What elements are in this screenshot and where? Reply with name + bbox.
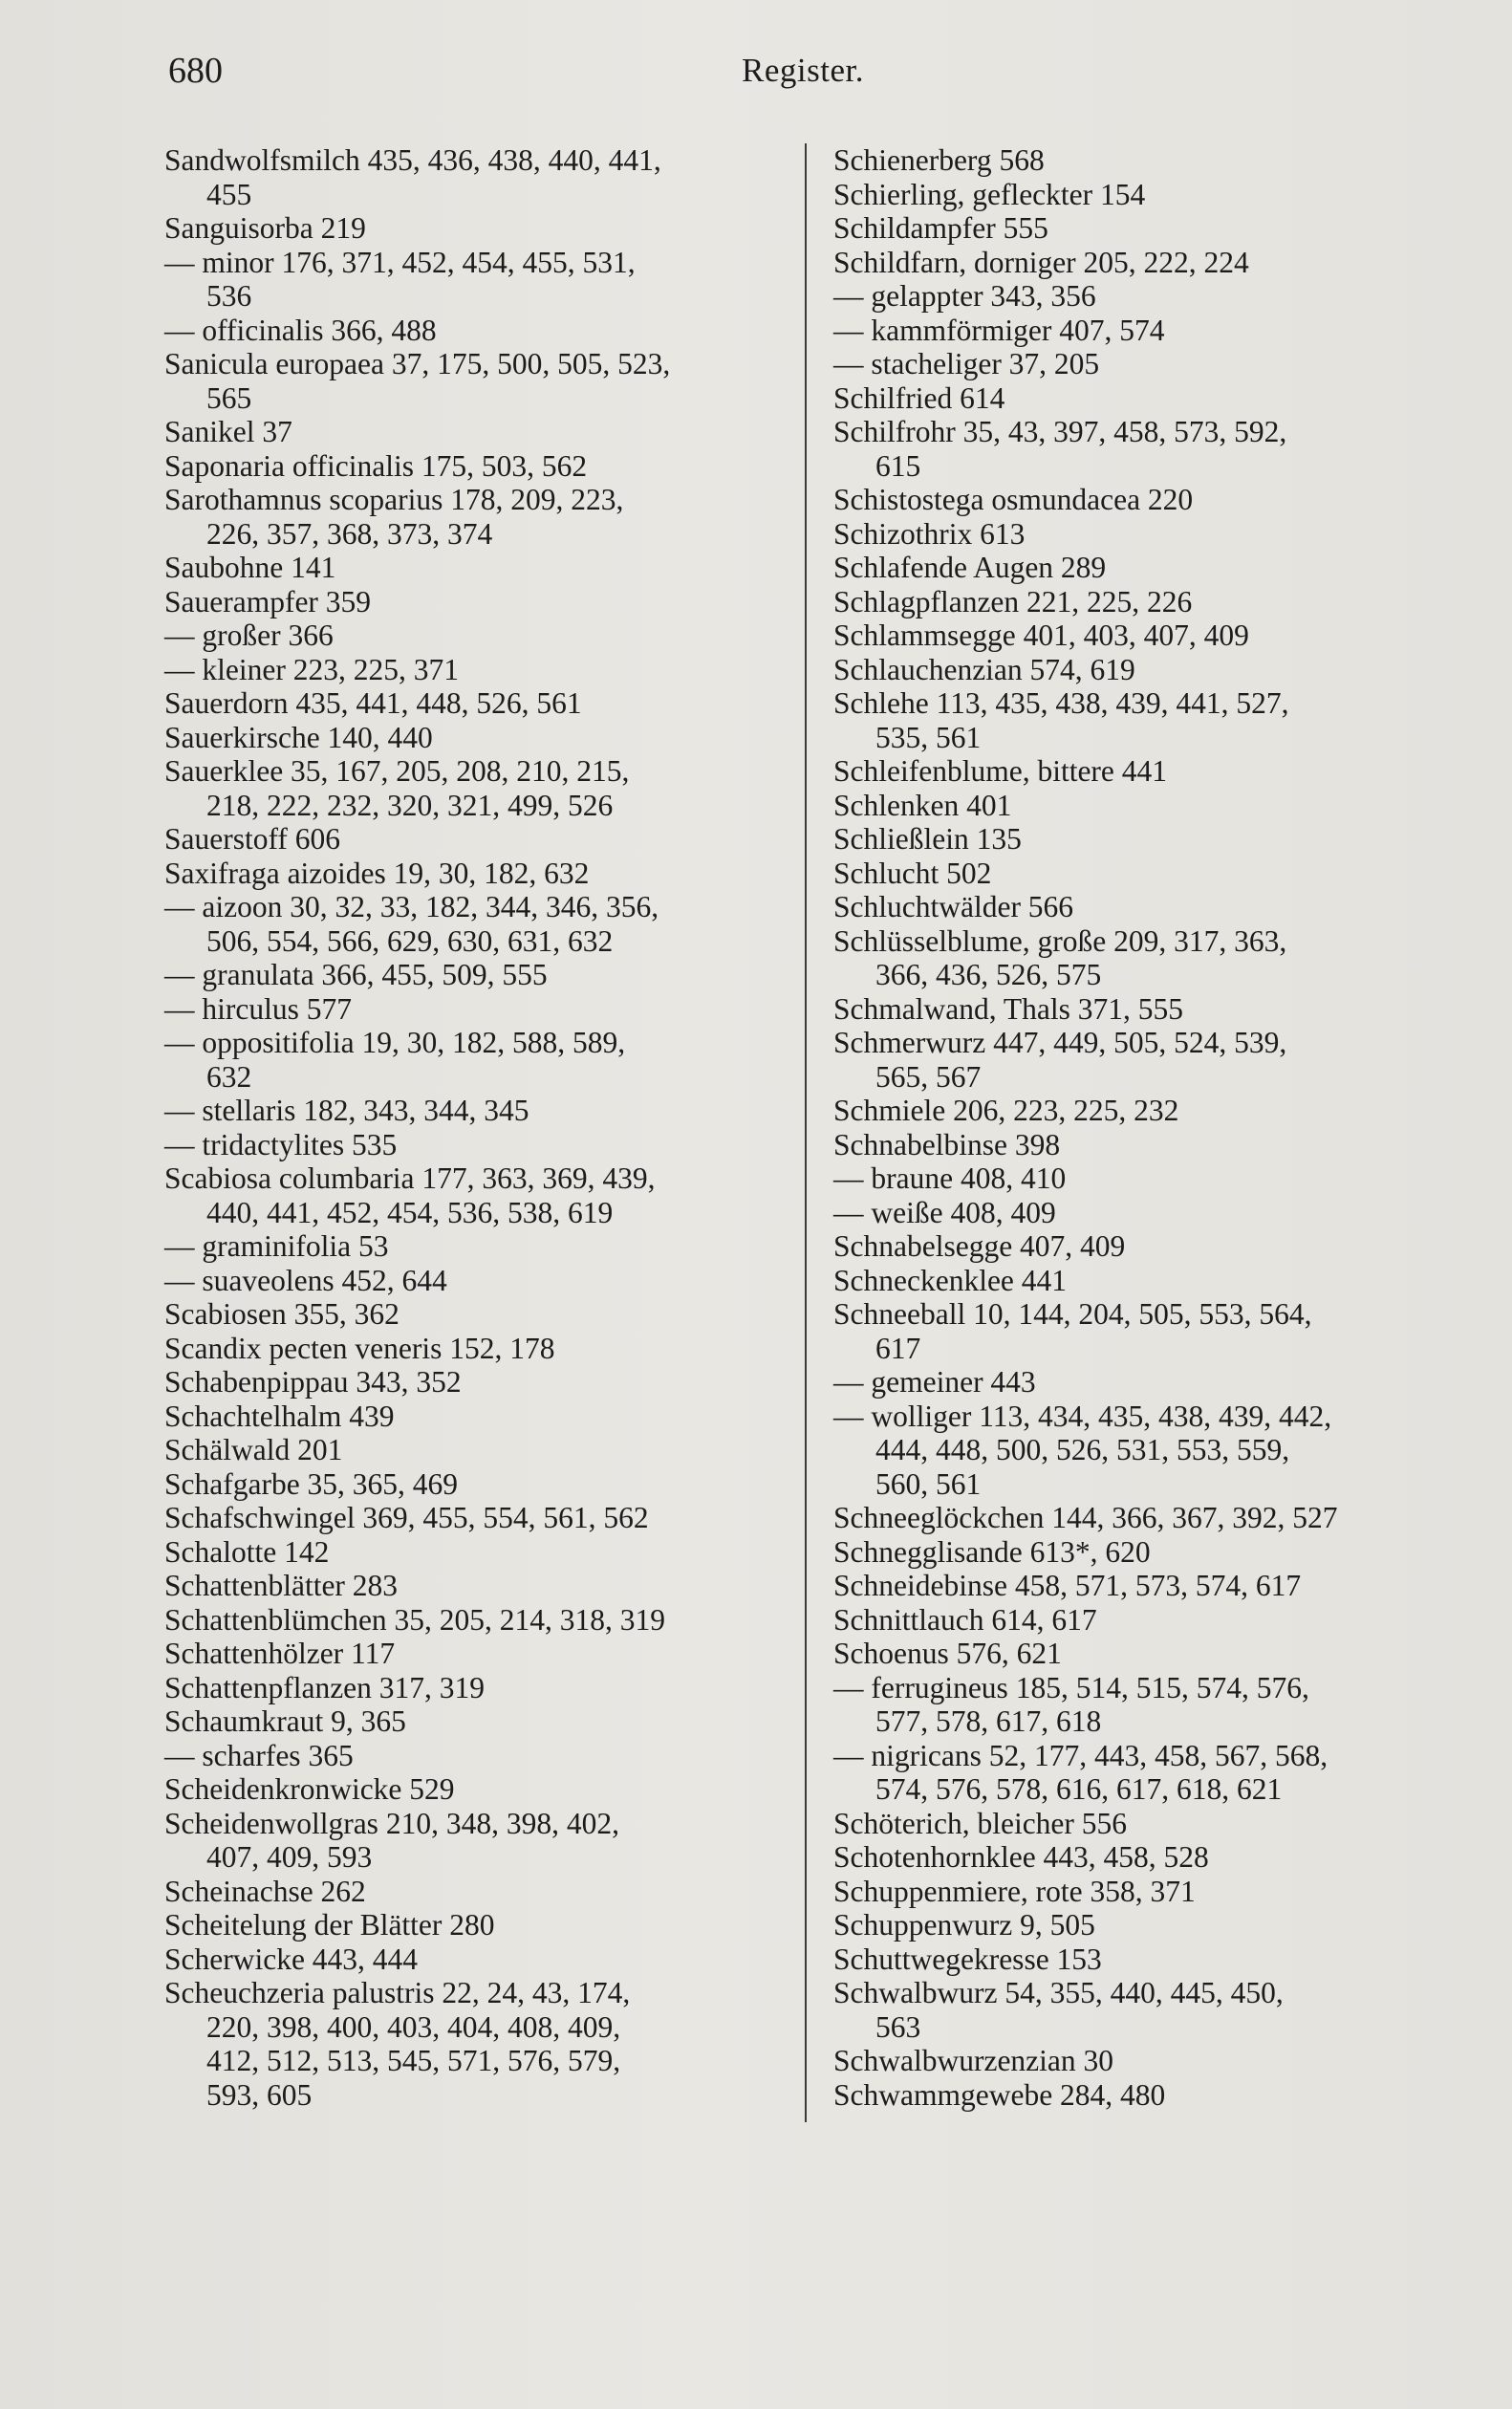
index-entry: [164, 415, 800, 449]
index-entry: [164, 483, 800, 551]
index-entry: [833, 381, 1493, 416]
index-entry-line: — stacheliger 37, 205: [833, 347, 1100, 380]
index-entry-line: Schafschwingel 369, 455, 554, 561, 562: [164, 1501, 649, 1534]
index-entry-line: Scheuchzeria palustris 22, 24, 43, 174,: [164, 1976, 631, 2009]
index-entry-line: Schöterich, bleicher 556: [833, 1806, 1128, 1840]
index-entry-line: Sanikel 37: [164, 415, 292, 448]
index-entry-line: Schleifenblume, bittere 441: [833, 754, 1168, 788]
index-entry: [833, 754, 1493, 789]
index-entry: [164, 1908, 800, 1942]
index-entry-line: — officinalis 366, 488: [164, 313, 437, 347]
index-entry: [164, 1569, 800, 1603]
index-entry-line: Schlehe 113, 435, 438, 439, 441, 527,: [833, 686, 1289, 720]
index-entry: [833, 1976, 1493, 2044]
index-entry: [164, 1365, 800, 1400]
index-entry: [833, 653, 1493, 687]
index-entry-line: Schilfrohr 35, 43, 397, 458, 573, 592,: [833, 415, 1287, 448]
index-entry: [833, 1671, 1493, 1739]
index-entry-line: Schmerwurz 447, 449, 505, 524, 539,: [833, 1026, 1287, 1059]
index-entry: [164, 890, 800, 958]
index-entry-line: — kleiner 223, 225, 371: [164, 652, 459, 686]
index-entry: [833, 2044, 1493, 2078]
index-entry: [833, 1196, 1493, 1230]
index-entry-line: Schlammsegge 401, 403, 407, 409: [833, 619, 1249, 652]
index-entry-line: Schwalbwurzenzian 30: [833, 2044, 1114, 2077]
index-entry: [833, 279, 1493, 314]
index-entry-line: Schuppenwurz 9, 505: [833, 1908, 1095, 1942]
index-entry-continuation: 565: [206, 380, 252, 415]
index-entry-line: — hirculus 577: [164, 991, 352, 1026]
index-entry: [833, 415, 1493, 483]
index-entry: [833, 246, 1493, 280]
index-entry-line: — nigricans 52, 177, 443, 458, 567, 568,: [833, 1738, 1328, 1772]
index-entry: [164, 1332, 800, 1366]
index-entry-line: — granulata 366, 455, 509, 555: [164, 958, 548, 991]
index-entry-line: Schattenhölzer 117: [164, 1637, 396, 1670]
index-entry-line: Schwammgewebe 284, 480: [833, 2077, 1166, 2112]
index-entry-line: Scabiosa columbaria 177, 363, 369, 439,: [164, 1161, 656, 1195]
index-entry: [164, 314, 800, 348]
index-entry-line: Scheidenwollgras 210, 348, 398, 402,: [164, 1806, 619, 1840]
index-entry-line: Schwalbwurz 54, 355, 440, 445, 450,: [833, 1976, 1284, 2009]
index-entry: [164, 551, 800, 585]
index-entry-line: Scandix pecten veneris 152, 178: [164, 1331, 555, 1365]
index-entry-line: — wolliger 113, 434, 435, 438, 439, 442,: [833, 1399, 1332, 1433]
index-entry-line: — ferrugineus 185, 514, 515, 574, 576,: [833, 1670, 1309, 1704]
index-entry: [164, 449, 800, 484]
index-entry: [164, 585, 800, 619]
index-entry: [164, 1501, 800, 1535]
index-entry: [164, 1467, 800, 1502]
index-entry-line: Schotenhornklee 443, 458, 528: [833, 1840, 1209, 1874]
index-entry: [833, 211, 1493, 246]
index-entry-line: Sauerampfer 359: [164, 584, 372, 619]
index-entry-continuation: 444, 448, 500, 526, 531, 553, 559,: [875, 1433, 1290, 1466]
index-entry: [833, 1501, 1493, 1535]
index-entry-continuation: 226, 357, 368, 373, 374: [206, 516, 493, 551]
index-entry-line: Schlauchenzian 574, 619: [833, 652, 1135, 686]
index-entry-line: — weiße 408, 409: [833, 1195, 1056, 1229]
index-entry-line: Scheinachse 262: [164, 1874, 366, 1908]
index-entry-line: — aizoon 30, 32, 33, 182, 344, 346, 356,: [164, 890, 659, 923]
index-entry: [164, 1161, 800, 1229]
index-entry-continuation: 632: [206, 1059, 252, 1094]
index-entry-line: Schneckenklee 441: [833, 1263, 1068, 1297]
index-entry-line: Schnittlauch 614, 617: [833, 1602, 1097, 1637]
index-entry-line: Sanicula europaea 37, 175, 500, 505, 523,: [164, 347, 671, 380]
index-entry-continuation: 366, 436, 526, 575: [875, 958, 1102, 991]
index-entry: [164, 1094, 800, 1128]
index-entry: [164, 1128, 800, 1162]
index-entry-line: Schierling, gefleckter 154: [833, 177, 1146, 211]
index-entry: [164, 619, 800, 653]
index-entry-line: Sauerdorn 435, 441, 448, 526, 561: [164, 686, 582, 720]
index-entry: [833, 347, 1493, 381]
index-entry: [833, 1229, 1493, 1264]
index-entry: [164, 211, 800, 246]
index-entry: [833, 585, 1493, 619]
index-entry-line: — tridactylites 535: [164, 1127, 398, 1161]
index-entry-line: Schafgarbe 35, 365, 469: [164, 1466, 459, 1501]
index-entry-line: Schälwald 201: [164, 1433, 343, 1466]
index-entry-continuation: 574, 576, 578, 616, 617, 618, 621: [875, 1772, 1283, 1806]
index-entry: [164, 992, 800, 1027]
page-header: [168, 50, 885, 98]
index-entry-continuation: 218, 222, 232, 320, 321, 499, 526: [206, 788, 614, 822]
index-column-left: [164, 143, 800, 2112]
index-entry: [164, 1229, 800, 1264]
index-entry: [164, 143, 800, 211]
index-entry-line: Saxifraga aizoides 19, 30, 182, 632: [164, 856, 590, 890]
running-head: Register.: [742, 52, 864, 89]
index-entry-line: Schilfried 614: [833, 380, 1005, 415]
index-entry-line: — minor 176, 371, 452, 454, 455, 531,: [164, 245, 636, 279]
index-entry-continuation: 455: [206, 177, 252, 211]
index-entry-line: Scheidenkronwicke 529: [164, 1772, 455, 1806]
index-entry-continuation: 563: [875, 2009, 921, 2044]
index-entry-line: Schnabelbinse 398: [833, 1127, 1061, 1161]
index-entry-continuation: 617: [875, 1331, 921, 1365]
index-entry-line: — stellaris 182, 343, 344, 345: [164, 1094, 529, 1127]
index-entry-line: Schistostega osmundacea 220: [833, 483, 1194, 516]
index-entry-line: — oppositifolia 19, 30, 182, 588, 589,: [164, 1026, 626, 1059]
index-entry-line: Schachtelhalm 439: [164, 1399, 395, 1433]
index-entry-line: Sauerklee 35, 167, 205, 208, 210, 215,: [164, 754, 630, 788]
index-entry-line: Schlenken 401: [833, 788, 1012, 822]
index-entry: [833, 822, 1493, 857]
index-entry: [833, 1840, 1493, 1875]
index-entry: [164, 1297, 800, 1332]
index-entry: [164, 653, 800, 687]
index-entry: [833, 1365, 1493, 1400]
index-entry: [833, 2078, 1493, 2113]
index-entry: [833, 551, 1493, 585]
index-entry: [833, 1094, 1493, 1128]
index-entry-continuation: 565, 567: [875, 1059, 982, 1094]
index-entry-line: Scabiosen 355, 362: [164, 1297, 400, 1331]
index-entry: [833, 178, 1493, 212]
index-entry-line: Schattenblätter 283: [164, 1569, 399, 1602]
index-entry-continuation: 560, 561: [875, 1466, 982, 1501]
index-entry: [833, 1942, 1493, 1977]
index-entry: [833, 890, 1493, 924]
index-entry: [164, 1637, 800, 1671]
index-entry-line: Schattenblümchen 35, 205, 214, 318, 319: [164, 1602, 666, 1637]
index-entry: [833, 1026, 1493, 1094]
index-entry: [164, 1739, 800, 1773]
index-entry: [164, 754, 800, 822]
index-entry: [164, 246, 800, 314]
index-entry-line: Schlucht 502: [833, 856, 992, 890]
index-entry-continuation: 593, 605: [206, 2077, 313, 2112]
index-entry: [833, 1264, 1493, 1298]
index-entry-line: Schienerberg 568: [833, 143, 1045, 177]
index-entry: [833, 1603, 1493, 1638]
index-column-right: [833, 143, 1493, 2112]
index-entry: [164, 686, 800, 721]
index-entry: [164, 1807, 800, 1875]
index-entry: [833, 1908, 1493, 1942]
index-entry: [833, 686, 1493, 754]
index-entry-continuation: 577, 578, 617, 618: [875, 1704, 1102, 1738]
page-number: 680: [168, 51, 223, 91]
index-entry: [833, 924, 1493, 992]
index-entry-continuation: 506, 554, 566, 629, 630, 631, 632: [206, 923, 614, 958]
index-entry: [164, 1603, 800, 1638]
index-entry: [164, 347, 800, 415]
index-entry-line: — braune 408, 410: [833, 1161, 1067, 1195]
index-entry: [833, 619, 1493, 653]
index-entry: [833, 1128, 1493, 1162]
index-entry: [833, 1400, 1493, 1502]
index-entry-line: Schuttwegekresse 153: [833, 1942, 1102, 1976]
index-entry: [833, 1637, 1493, 1671]
index-entry: [164, 1942, 800, 1977]
index-entry-line: Schlüsselblume, große 209, 317, 363,: [833, 923, 1287, 958]
index-entry: [164, 822, 800, 857]
index-entry: [833, 1535, 1493, 1570]
index-entry-line: — gemeiner 443: [833, 1365, 1036, 1399]
index-entry: [833, 483, 1493, 517]
index-entry-line: Schildampfer 555: [833, 211, 1048, 245]
index-entry-line: Schoenus 576, 621: [833, 1637, 1062, 1670]
index-entry-line: Schalotte 142: [164, 1534, 330, 1569]
index-entry: [833, 314, 1493, 348]
index-entry: [833, 1875, 1493, 1909]
index-entry: [164, 1535, 800, 1570]
index-entry-line: Schildfarn, dorniger 205, 222, 224: [833, 245, 1249, 279]
index-entry-continuation: 535, 561: [875, 720, 982, 754]
index-entry: [164, 1875, 800, 1909]
index-entry: [164, 721, 800, 755]
index-entry: [164, 958, 800, 992]
index-entry-continuation: 615: [875, 448, 921, 483]
index-entry-continuation: 440, 441, 452, 454, 536, 538, 619: [206, 1195, 614, 1229]
index-entry-line: Schabenpippau 343, 352: [164, 1365, 462, 1399]
index-entry: [833, 1161, 1493, 1196]
index-entry: [164, 1400, 800, 1434]
index-entry: [164, 1671, 800, 1705]
index-entry: [833, 1297, 1493, 1365]
index-entry-line: Saponaria officinalis 175, 503, 562: [164, 448, 588, 483]
index-entry: [833, 992, 1493, 1027]
index-entry-line: Sandwolfsmilch 435, 436, 438, 440, 441,: [164, 143, 661, 177]
index-entry-continuation: 407, 409, 593: [206, 1840, 373, 1874]
index-entry-line: — scharfes 365: [164, 1738, 354, 1772]
index-entry-line: — suaveolens 452, 644: [164, 1263, 447, 1297]
index-entry-continuation: 412, 512, 513, 545, 571, 576, 579,: [206, 2044, 621, 2077]
index-entry-line: Scheitelung der Blätter 280: [164, 1908, 495, 1942]
index-entry-line: — großer 366: [164, 619, 334, 652]
index-entry: [164, 1976, 800, 2112]
index-entry: [833, 1569, 1493, 1603]
index-entry: [833, 789, 1493, 823]
index-entry-line: — gelappter 343, 356: [833, 279, 1096, 313]
index-entry-line: Schmalwand, Thals 371, 555: [833, 991, 1184, 1026]
index-entry-line: Schizothrix 613: [833, 516, 1026, 551]
index-entry: [833, 143, 1493, 178]
index-entry: [833, 517, 1493, 552]
index-entry-line: Sanguisorba 219: [164, 211, 366, 245]
index-entry-line: — graminifolia 53: [164, 1229, 389, 1263]
index-entry-line: Schnegglisande 613*, 620: [833, 1534, 1151, 1569]
index-entry-line: Sauerkirsche 140, 440: [164, 720, 433, 754]
index-entry-continuation: 536: [206, 279, 252, 313]
index-entry: [164, 1704, 800, 1739]
index-entry-line: Schmiele 206, 223, 225, 232: [833, 1094, 1179, 1127]
index-entry-line: Schluchtwälder 566: [833, 890, 1074, 923]
index-entry-line: Schneeball 10, 144, 204, 505, 553, 564,: [833, 1297, 1312, 1331]
index-entry: [164, 1026, 800, 1094]
index-entry: [833, 857, 1493, 891]
index-entry: [164, 857, 800, 891]
index-entry-line: Schattenpflanzen 317, 319: [164, 1670, 486, 1704]
index-entry-line: Schuppenmiere, rote 358, 371: [833, 1874, 1196, 1908]
index-entry-line: Schaumkraut 9, 365: [164, 1704, 406, 1738]
index-entry-line: Schlafende Augen 289: [833, 551, 1107, 584]
index-entry-line: Schließlein 135: [833, 822, 1022, 856]
index-entry-line: Sarothamnus scoparius 178, 209, 223,: [164, 483, 624, 516]
index-entry-line: Schneeglöckchen 144, 366, 367, 392, 527: [833, 1501, 1338, 1534]
index-entry: [833, 1807, 1493, 1841]
index-entry-line: Schnabelsegge 407, 409: [833, 1229, 1126, 1263]
index-entry: [164, 1264, 800, 1298]
index-entry: [164, 1772, 800, 1807]
index-entry-line: Scherwicke 443, 444: [164, 1942, 419, 1976]
index-entry-line: Schneidebinse 458, 571, 573, 574, 617: [833, 1569, 1302, 1602]
index-entry-continuation: 220, 398, 400, 403, 404, 408, 409,: [206, 2009, 621, 2044]
index-entry: [833, 1739, 1493, 1807]
index-entry-line: Schlagpflanzen 221, 225, 226: [833, 584, 1193, 619]
index-entry-line: Sauerstoff 606: [164, 822, 341, 856]
column-divider: [805, 143, 807, 2122]
index-entry-line: — kammförmiger 407, 574: [833, 313, 1165, 347]
index-entry-line: Saubohne 141: [164, 551, 336, 584]
index-entry: [164, 1433, 800, 1467]
